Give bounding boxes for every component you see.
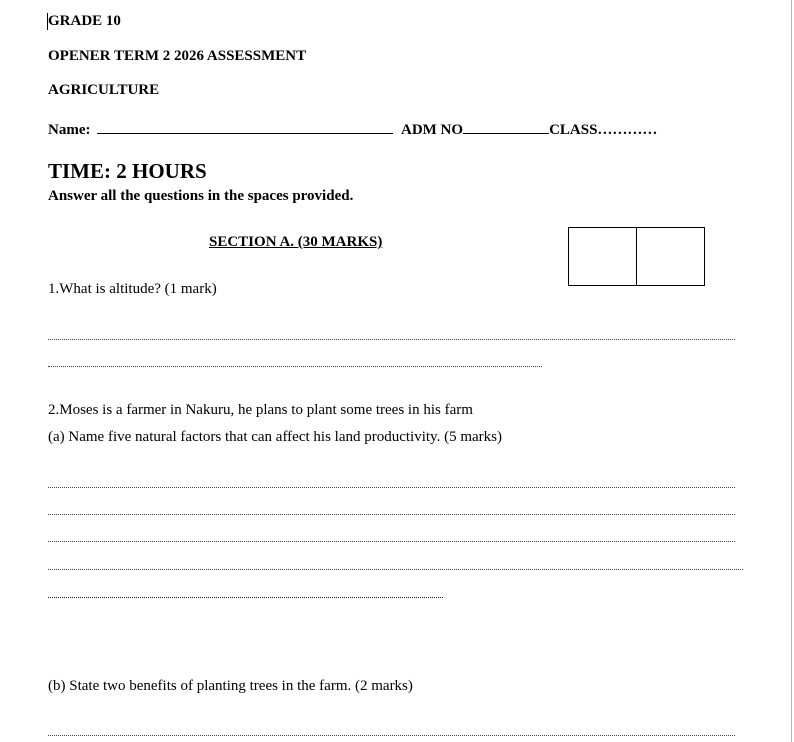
answer-line[interactable] xyxy=(48,487,735,488)
page-edge xyxy=(791,0,792,742)
name-label: Name: xyxy=(48,122,91,138)
question-2b: (b) State two benefits of planting trees in the farm. (2 marks) xyxy=(48,678,413,694)
student-info-row xyxy=(48,122,657,139)
score-cell-obtained xyxy=(569,228,636,285)
answer-line[interactable] xyxy=(48,541,735,542)
answer-line[interactable] xyxy=(48,569,743,570)
subject-heading: AGRICULTURE xyxy=(48,82,160,98)
question-2a: (a) Name five natural factors that can affect his land productivity. (5 marks) xyxy=(48,429,502,445)
question-2-intro: 2.Moses is a farmer in Nakuru, he plans to plant some trees in his farm xyxy=(48,402,473,418)
answer-line[interactable] xyxy=(48,366,542,367)
answer-line[interactable] xyxy=(48,339,735,340)
answer-line[interactable] xyxy=(48,735,735,736)
assessment-heading: OPENER TERM 2 2026 ASSESSMENT xyxy=(48,48,307,64)
answer-line[interactable] xyxy=(48,597,443,598)
adm-label: ADM NO xyxy=(400,122,464,138)
name-field[interactable] xyxy=(97,132,393,134)
instructions: Answer all the questions in the spaces provided. xyxy=(48,188,354,204)
score-box xyxy=(568,227,705,286)
score-cell-total xyxy=(636,228,704,285)
grade-heading: GRADE 10 xyxy=(48,13,121,29)
adm-field[interactable] xyxy=(463,132,549,134)
time-heading: TIME: 2 HOURS xyxy=(48,159,207,183)
question-1: 1.What is altitude? (1 mark) xyxy=(48,281,217,297)
section-title: SECTION A. (30 MARKS) xyxy=(209,234,383,250)
answer-line[interactable] xyxy=(48,514,735,515)
class-label: CLASS………… xyxy=(549,122,658,138)
